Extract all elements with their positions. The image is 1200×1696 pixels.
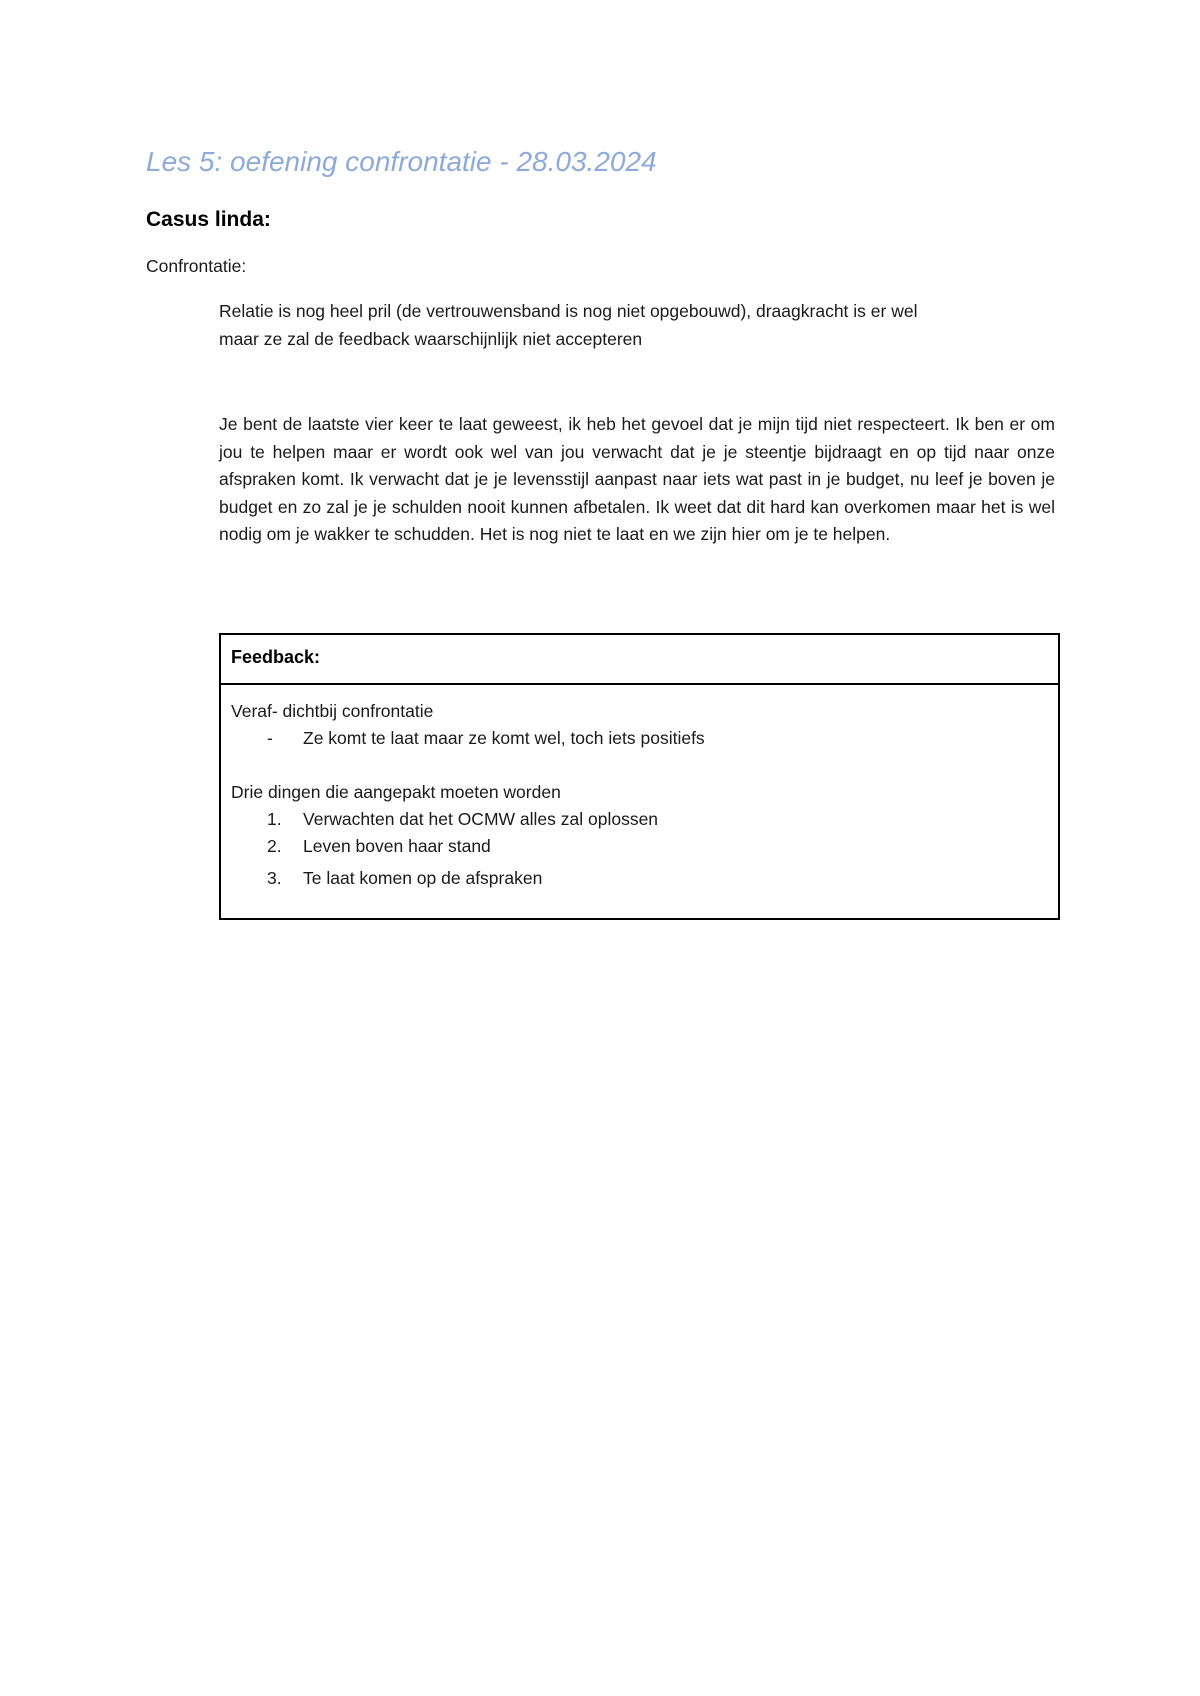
item-number: 1. <box>267 809 282 829</box>
relation-line: maar ze zal de feedback waarschijnlijk niet accepteren <box>219 328 643 349</box>
feedback-header: Feedback: <box>221 635 1058 685</box>
confrontation-paragraph: Je bent de laatste vier keer te laat geweest, ik heb het gevoel dat je mijn tijd niet respecteert. Ik ben er om jou te helpen maar er wordt ook wel van jou verwacht dat je je steentje bijdraagt en op tijd naar onze afspraken komt. Ik verwacht dat je je levensstijl aanpast naar iets wat past in je budget, nu leef je boven je budget en zo zal je je schulden nooit kunnen afbetalen. Ik weet dat dit hard kan overkomen maar het is wel nodig om je wakker te schudden. Het is nog niet te laat en we zijn hier om je te helpen. <box>219 414 1055 544</box>
relation-line: Relatie is nog heel pril (de vertrouwensband is nog niet opgebouwd), draagkracht is er wel <box>219 301 918 321</box>
numbered-item <box>231 806 1048 833</box>
relation-paragraph <box>219 298 1055 353</box>
bullet-marker: - <box>267 728 273 748</box>
item-text: Verwachten dat het OCMW alles zal oplossen <box>303 809 659 829</box>
section-label-confrontatie: Confrontatie: <box>146 256 247 276</box>
numbered-item <box>231 865 1048 892</box>
feedback-line: Drie dingen die aangepakt moeten worden <box>231 782 561 802</box>
item-text: Leven boven haar stand <box>303 836 491 856</box>
feedback-table <box>219 633 1060 920</box>
case-heading: Casus linda: <box>146 208 271 231</box>
feedback-line: Veraf- dichtbij confrontatie <box>231 701 434 721</box>
document-title: Les 5: oefening confrontatie - 28.03.2024 <box>146 146 657 177</box>
item-text: Te laat komen op de afspraken <box>303 868 543 888</box>
blank-line <box>231 752 1048 779</box>
item-number: 2. <box>267 836 282 856</box>
item-number: 3. <box>267 868 282 888</box>
feedback-body <box>221 685 1058 892</box>
bullet-text: Ze komt te laat maar ze komt wel, toch iets positiefs <box>303 728 705 748</box>
bullet-item <box>231 725 1048 752</box>
numbered-item <box>231 833 1048 860</box>
